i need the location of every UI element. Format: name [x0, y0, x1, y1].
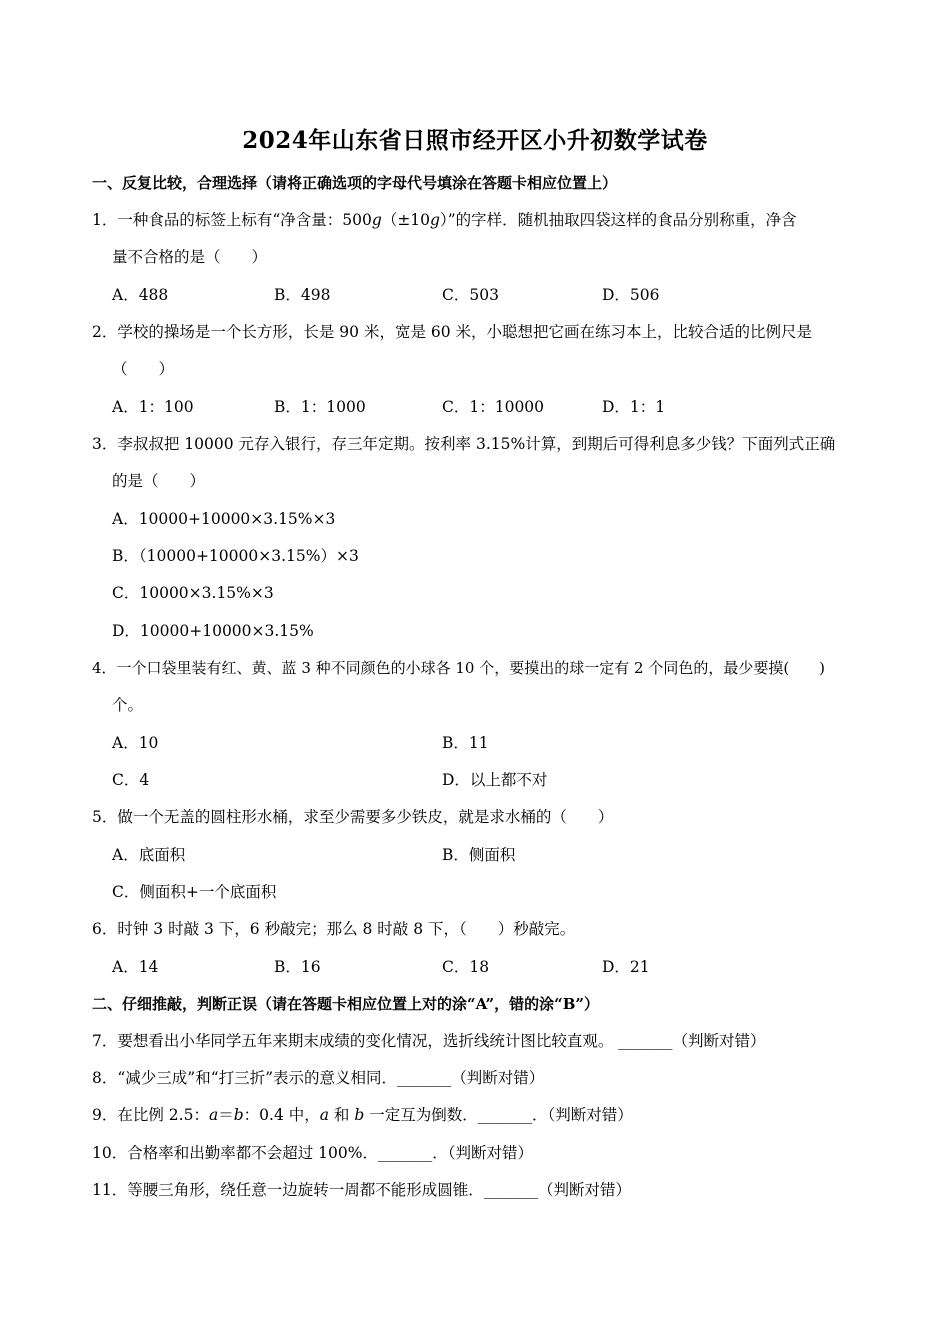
question-4-line-2: 个。 — [112, 696, 144, 714]
q4-option-c: C．4 — [112, 771, 150, 789]
q4-option-a: A．10 — [112, 734, 159, 752]
q1-text-a: 1．一种食品的标签上标有“净含量：500 — [92, 211, 372, 229]
question-8: 8．“减少三成”和“打三折”表示的意义相同．_______（判断对错） — [92, 1069, 545, 1087]
q3-option-c: C．10000×3.15%×3 — [112, 584, 274, 602]
q9-var-a: a — [319, 1106, 329, 1124]
q4-option-d: D．以上都不对 — [442, 771, 548, 789]
question-2-line-2: （ ） — [112, 360, 175, 378]
q6-option-b: B．16 — [274, 958, 321, 976]
question-4-line-1: 4．一个口袋里装有红、黄、蓝 3 种不同颜色的小球各 10 个，要摸出的球一定有 2 个同色的，最少要摸( ) — [92, 659, 826, 677]
q5-option-b: B．侧面积 — [442, 846, 516, 864]
question-9 — [92, 1104, 633, 1126]
q1-unit-g: g — [371, 211, 382, 229]
q9-text-e: 一定互为倒数．_______．（判断对错） — [364, 1106, 633, 1124]
q1-option-d: D．506 — [602, 286, 660, 304]
q9-text-d: 和 — [328, 1106, 355, 1124]
question-10: 10．合格率和出勤率都不会超过 100%．_______．（判断对错） — [92, 1144, 533, 1162]
q1-text-c: ）”的字样．随机抽取四袋这样的食品分别称重，净含 — [439, 211, 797, 229]
q1-text-b: （±10 — [381, 211, 431, 229]
q4-option-b: B．11 — [442, 734, 489, 752]
q9-var-b: b — [233, 1106, 244, 1124]
section-1-heading: 一、反复比较，合理选择（请将正确选项的字母代号填涂在答题卡相应位置上） — [92, 174, 618, 192]
q1-option-b: B．498 — [274, 286, 331, 304]
section-2-heading: 二、仔细推敲，判断正误（请在答题卡相应位置上对的涂“A”，错的涂“B”） — [92, 995, 600, 1013]
q1-unit-g: g — [430, 211, 440, 229]
q6-option-a: A．14 — [112, 958, 159, 976]
question-3-line-2: 的是（ ） — [112, 472, 206, 490]
question-1-line-2: 量不合格的是（ ） — [112, 248, 268, 266]
question-3-line-1: 3．李叔叔把 10000 元存入银行，存三年定期。按利率 3.15%计算，到期后可得利息多少钱？下面列式正确 — [92, 435, 836, 453]
q2-option-b: B．1：1000 — [274, 398, 366, 416]
q9-var-a: a — [208, 1106, 219, 1124]
question-5-line-1: 5．做一个无盖的圆柱形水桶，求至少需要多少铁皮，就是求水桶的（ ） — [92, 808, 614, 826]
question-1-line-1 — [92, 209, 797, 231]
q1-option-a: A．488 — [112, 286, 169, 304]
q9-var-b: b — [354, 1106, 365, 1124]
question-11: 11．等腰三角形，绕任意一边旋转一周都不能形成圆锥．_______（判断对错） — [92, 1181, 631, 1199]
question-6-line-1: 6．时钟 3 时敲 3 下，6 秒敲完；那么 8 时敲 8 下，（ ）秒敲完。 — [92, 920, 576, 938]
q3-option-b: B．（10000+10000×3.15%）×3 — [112, 547, 359, 565]
q5-option-a: A．底面积 — [112, 846, 186, 864]
q5-option-c: C．侧面积+一个底面积 — [112, 883, 277, 901]
q2-option-c: C．1：10000 — [442, 398, 545, 416]
q3-option-a: A．10000+10000×3.15%×3 — [112, 510, 336, 528]
q9-text-c: ：0.4 中， — [243, 1106, 320, 1124]
q2-option-a: A．1：100 — [112, 398, 194, 416]
q6-option-c: C．18 — [442, 958, 490, 976]
q9-text-a: 9．在比例 2.5： — [92, 1106, 209, 1124]
page-title: 2024年山东省日照市经开区小升初数学试卷 — [242, 127, 708, 154]
question-7: 7．要想看出小华同学五年来期末成绩的变化情况，选折线统计图比较直观。 _______（判断对错） — [92, 1032, 766, 1050]
q2-option-d: D．1：1 — [602, 398, 666, 416]
q9-text-b: ＝ — [218, 1106, 234, 1124]
question-2-line-1: 2．学校的操场是一个长方形，长是 90 米，宽是 60 米，小聪想把它画在练习本上，比较合适的比例尺是 — [92, 323, 813, 341]
q1-option-c: C．503 — [442, 286, 499, 304]
q6-option-d: D．21 — [602, 958, 650, 976]
q3-option-d: D．10000+10000×3.15% — [112, 622, 314, 640]
